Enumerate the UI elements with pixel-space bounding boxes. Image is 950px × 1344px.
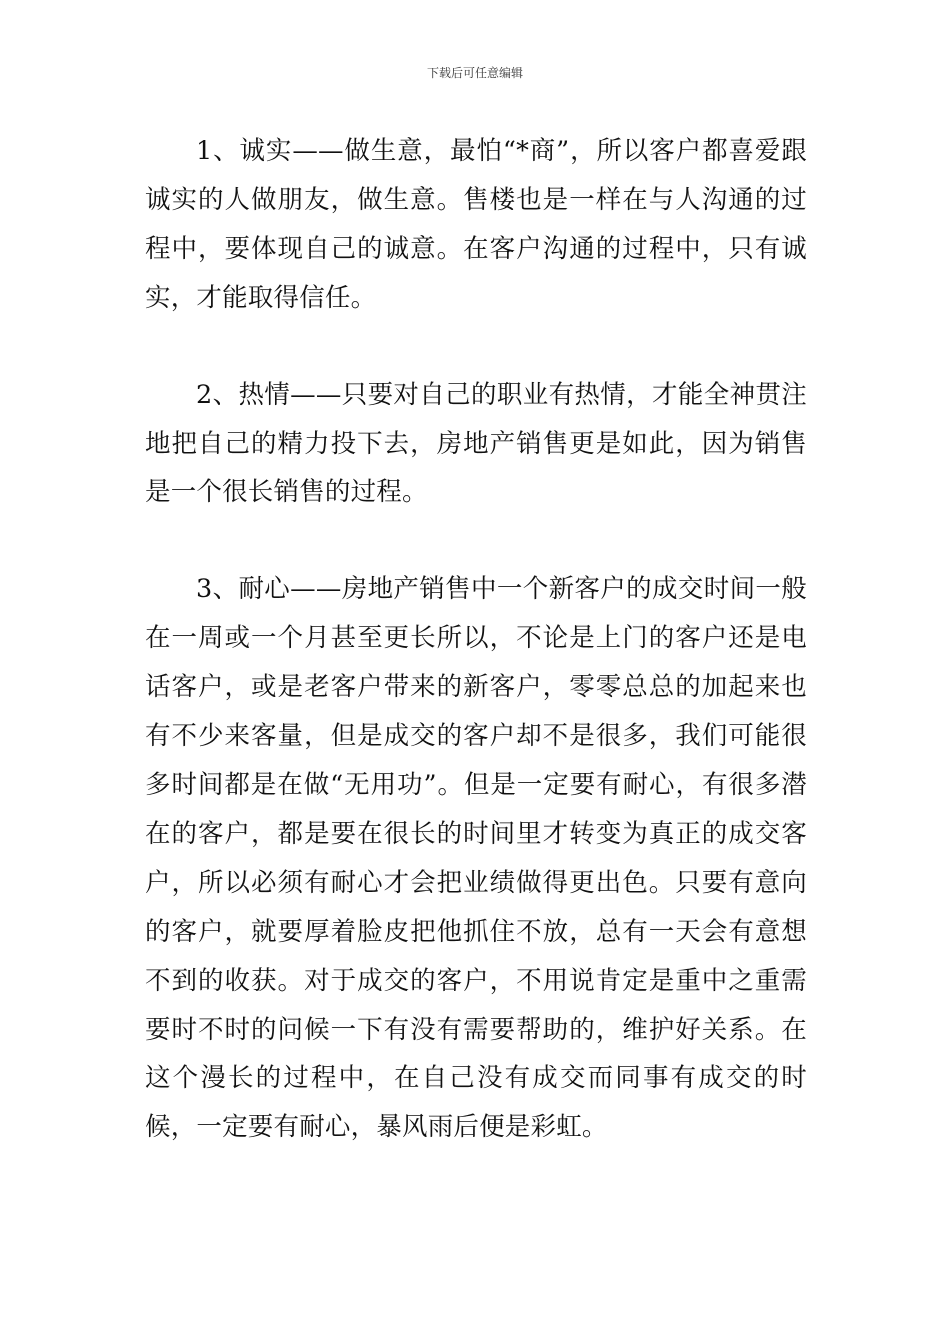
page-header: 下载后可任意编辑: [426, 66, 523, 80]
document-body: [145, 127, 807, 1152]
paragraph-enthusiasm: 2、热情——只要对自己的职业有热情，才能全神贯注地把自己的精力投下去，房地产销售更是如此，因为销售是一个很长销售的过程。: [145, 379, 807, 508]
paragraph-patience: 3、耐心——房地产销售中一个新客户的成交时间一般在一周或一个月甚至更长所以，不论是上门的客户还是电话客户，或是老客户带来的新客户，零零总总的加起来也有不少来客量，但是成交的客户却不是很多，我们可能很多时间都是在做“无用功”。但是一定要有耐心，有很多潜在的客户，都是要在很长的时间里才转变为真正的成交客户，所以必须有耐心才会把业绩做得更出色。只要有意向的客户，就要厚着脸皮把他抓住不放，总有一天会有意想不到的收获。对于成交的客户，不用说肯定是重中之重需要时不时的问候一下有没有需要帮助的，维护好关系。在这个漫长的过程中，在自己没有成交而同事有成交的时候，一定要有耐心，暴风雨后便是彩虹。: [145, 574, 807, 1143]
paragraph-honesty: 1、诚实——做生意，最怕“*商”，所以客户都喜爱跟诚实的人做朋友，做生意。售楼也是一样在与人沟通的过程中，要体现自己的诚意。在客户沟通的过程中，只有诚实，才能取得信任。: [145, 136, 807, 313]
